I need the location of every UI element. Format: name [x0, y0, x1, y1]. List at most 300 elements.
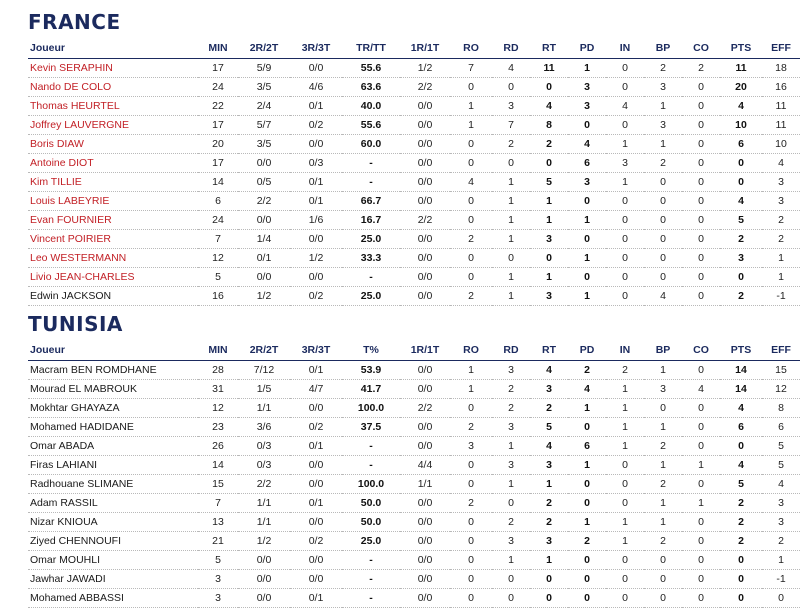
stat-cell-pd: 1: [568, 513, 606, 532]
player-name-label[interactable]: Kim TILLIE: [30, 176, 82, 188]
stat-cell-pts: 2: [720, 494, 762, 513]
stat-cell-rt: 3: [530, 380, 568, 399]
column-header: EFF: [762, 40, 800, 59]
column-header: 3R/3T: [290, 342, 342, 361]
stat-cell-tr: -: [342, 173, 400, 192]
stat-cell-pts: 2: [720, 513, 762, 532]
stat-cell-rd: 1: [492, 211, 530, 230]
stat-cell-eff: 6: [762, 418, 800, 437]
stat-cell-r2: 0/0: [238, 268, 290, 287]
stat-cell-in: 0: [606, 570, 644, 589]
table-row: [28, 456, 800, 475]
team-title: FRANCE: [28, 10, 121, 34]
stat-cell-pts: 0: [720, 551, 762, 570]
stat-cell-rt: 8: [530, 116, 568, 135]
stat-cell-rd: 3: [492, 361, 530, 380]
stat-cell-r3: 0/1: [290, 97, 342, 116]
column-header: Joueur: [28, 342, 198, 361]
stat-cell-tr: 33.3: [342, 249, 400, 268]
stat-cell-min: 12: [198, 399, 238, 418]
stat-cell-r3: 0/0: [290, 399, 342, 418]
stat-cell-pts: 4: [720, 192, 762, 211]
stat-cell-r2: 0/3: [238, 456, 290, 475]
table-row: [28, 475, 800, 494]
stat-cell-pts: 10: [720, 116, 762, 135]
stat-cell-rt: 1: [530, 268, 568, 287]
stat-cell-r2: 1/1: [238, 513, 290, 532]
stat-cell-in: 1: [606, 399, 644, 418]
stat-cell-r2: 2/4: [238, 97, 290, 116]
stat-cell-in: 1: [606, 380, 644, 399]
stat-cell-eff: 15: [762, 361, 800, 380]
stat-cell-bp: 4: [644, 287, 682, 306]
player-name: [28, 97, 198, 116]
stat-cell-min: 15: [198, 475, 238, 494]
stat-cell-co: 0: [682, 418, 720, 437]
player-name: [28, 59, 198, 78]
column-header: MIN: [198, 342, 238, 361]
stat-cell-bp: 0: [644, 570, 682, 589]
player-name-label: Nizar KNIOUA: [30, 516, 98, 528]
player-name: [28, 437, 198, 456]
stat-cell-pts: 0: [720, 268, 762, 287]
stat-cell-rt: 2: [530, 494, 568, 513]
stat-cell-pts: 0: [720, 570, 762, 589]
stat-cell-ro: 3: [450, 437, 492, 456]
stat-cell-ro: 2: [450, 230, 492, 249]
stat-cell-in: 0: [606, 116, 644, 135]
stat-cell-pd: 0: [568, 192, 606, 211]
table-row: [28, 361, 800, 380]
stat-cell-tr: 100.0: [342, 399, 400, 418]
stat-cell-rt: 1: [530, 192, 568, 211]
stat-cell-pts: 4: [720, 456, 762, 475]
player-name-label[interactable]: Boris DIAW: [30, 138, 84, 150]
stat-cell-pd: 1: [568, 399, 606, 418]
player-name-label[interactable]: Nando DE COLO: [30, 81, 112, 93]
table-row: [28, 399, 800, 418]
table-row: [28, 551, 800, 570]
stat-cell-min: 14: [198, 456, 238, 475]
stat-cell-co: 0: [682, 399, 720, 418]
stat-cell-rd: 0: [492, 78, 530, 97]
stat-cell-rt: 1: [530, 551, 568, 570]
stat-cell-in: 1: [606, 513, 644, 532]
column-header: BP: [644, 342, 682, 361]
column-header: Joueur: [28, 40, 198, 59]
column-header: 3R/3T: [290, 40, 342, 59]
stat-cell-tr: 55.6: [342, 116, 400, 135]
stat-cell-rt: 5: [530, 173, 568, 192]
player-name-label: Omar MOUHLI: [30, 554, 101, 566]
stat-cell-r3: 0/2: [290, 116, 342, 135]
stat-cell-min: 22: [198, 97, 238, 116]
stat-cell-pd: 1: [568, 249, 606, 268]
column-header: RO: [450, 342, 492, 361]
player-name: [28, 570, 198, 589]
stat-cell-min: 5: [198, 551, 238, 570]
stat-cell-in: 0: [606, 78, 644, 97]
player-name-label: Omar ABADA: [30, 440, 95, 452]
player-name-label[interactable]: Vincent POIRIER: [30, 233, 111, 245]
stat-cell-rd: 1: [492, 287, 530, 306]
stat-cell-r1: 0/0: [400, 361, 450, 380]
stat-cell-r2: 3/5: [238, 78, 290, 97]
stat-cell-bp: 3: [644, 380, 682, 399]
player-name-label: Mohamed HADIDANE: [30, 421, 134, 433]
table-row: [28, 513, 800, 532]
stat-cell-r3: 0/1: [290, 437, 342, 456]
stat-cell-bp: 0: [644, 249, 682, 268]
stat-cell-r2: 1/2: [238, 532, 290, 551]
stat-cell-min: 6: [198, 192, 238, 211]
stat-cell-rt: 0: [530, 589, 568, 608]
stat-cell-eff: 3: [762, 173, 800, 192]
column-header: 2R/2T: [238, 342, 290, 361]
stat-cell-in: 0: [606, 192, 644, 211]
column-header: RD: [492, 342, 530, 361]
stat-cell-co: 0: [682, 287, 720, 306]
column-header: PTS: [720, 40, 762, 59]
player-name: [28, 173, 198, 192]
stat-cell-r2: 7/12: [238, 361, 290, 380]
stat-cell-r1: 1/2: [400, 59, 450, 78]
stat-cell-min: 7: [198, 494, 238, 513]
column-header: EFF: [762, 342, 800, 361]
stat-cell-r3: 0/0: [290, 230, 342, 249]
stat-cell-pts: 14: [720, 361, 762, 380]
stat-cell-min: 28: [198, 361, 238, 380]
stat-cell-r3: 0/1: [290, 494, 342, 513]
stat-cell-bp: 0: [644, 268, 682, 287]
team-block: [14, 308, 791, 608]
player-name: [28, 494, 198, 513]
stat-cell-tr: 63.6: [342, 78, 400, 97]
stat-cell-bp: 0: [644, 211, 682, 230]
stat-cell-pts: 3: [720, 249, 762, 268]
stat-cell-r2: 1/5: [238, 380, 290, 399]
table-row: [28, 570, 800, 589]
table-row: [28, 154, 800, 173]
stat-cell-rt: 2: [530, 399, 568, 418]
table-row: [28, 437, 800, 456]
stat-cell-eff: 4: [762, 154, 800, 173]
stat-cell-co: 0: [682, 475, 720, 494]
player-name-label[interactable]: Thomas HEURTEL: [30, 100, 120, 112]
column-header: PD: [568, 342, 606, 361]
stat-cell-rd: 1: [492, 437, 530, 456]
stat-cell-co: 0: [682, 173, 720, 192]
player-name: [28, 249, 198, 268]
player-name-label: Mohamed ABBASSI: [30, 592, 124, 604]
stat-cell-r2: 3/6: [238, 418, 290, 437]
stat-cell-r3: 0/0: [290, 268, 342, 287]
stat-cell-r3: 0/1: [290, 192, 342, 211]
stat-cell-bp: 2: [644, 475, 682, 494]
column-header: CO: [682, 40, 720, 59]
stat-cell-co: 0: [682, 97, 720, 116]
player-name: [28, 154, 198, 173]
stat-cell-ro: 0: [450, 268, 492, 287]
stat-cell-r2: 5/7: [238, 116, 290, 135]
stat-cell-co: 2: [682, 59, 720, 78]
stat-cell-min: 3: [198, 589, 238, 608]
stat-cell-pd: 1: [568, 211, 606, 230]
stat-cell-rt: 2: [530, 513, 568, 532]
player-name-label[interactable]: Kevin SERAPHIN: [30, 62, 113, 74]
stat-cell-min: 20: [198, 135, 238, 154]
stat-cell-co: 0: [682, 268, 720, 287]
stat-cell-min: 23: [198, 418, 238, 437]
stat-cell-pts: 5: [720, 211, 762, 230]
stat-cell-pd: 2: [568, 361, 606, 380]
stat-cell-min: 7: [198, 230, 238, 249]
stat-cell-bp: 1: [644, 494, 682, 513]
stat-cell-pd: 1: [568, 456, 606, 475]
stat-cell-ro: 7: [450, 59, 492, 78]
player-name: [28, 399, 198, 418]
player-name: [28, 230, 198, 249]
stat-cell-r1: 0/0: [400, 173, 450, 192]
stat-cell-r2: 0/0: [238, 211, 290, 230]
stat-cell-ro: 0: [450, 513, 492, 532]
stat-cell-pts: 2: [720, 287, 762, 306]
stat-cell-min: 21: [198, 532, 238, 551]
stat-cell-rd: 1: [492, 230, 530, 249]
player-name-label[interactable]: Leo WESTERMANN: [30, 252, 127, 264]
stat-cell-co: 0: [682, 78, 720, 97]
stat-cell-rt: 0: [530, 249, 568, 268]
team-block: [14, 6, 791, 306]
stat-cell-pd: 0: [568, 494, 606, 513]
stat-cell-r1: 0/0: [400, 589, 450, 608]
stat-cell-rt: 1: [530, 475, 568, 494]
stat-cell-r1: 0/0: [400, 532, 450, 551]
stat-cell-eff: 1: [762, 551, 800, 570]
stat-cell-r1: 0/0: [400, 97, 450, 116]
player-name-label: Ziyed CHENNOUFI: [30, 535, 122, 547]
stat-cell-r1: 0/0: [400, 116, 450, 135]
stat-cell-ro: 1: [450, 97, 492, 116]
stat-cell-pts: 6: [720, 135, 762, 154]
stat-cell-co: 4: [682, 380, 720, 399]
player-name: [28, 192, 198, 211]
stat-cell-r3: 1/6: [290, 211, 342, 230]
stat-cell-eff: 8: [762, 399, 800, 418]
column-header: TR/TT: [342, 40, 400, 59]
stat-cell-in: 1: [606, 173, 644, 192]
stat-cell-pd: 3: [568, 173, 606, 192]
stat-cell-min: 14: [198, 173, 238, 192]
table-row: [28, 78, 800, 97]
stat-cell-r1: 0/0: [400, 268, 450, 287]
teams-container: [14, 6, 791, 608]
stat-cell-bp: 2: [644, 59, 682, 78]
stat-cell-eff: 1: [762, 249, 800, 268]
stat-cell-rd: 4: [492, 59, 530, 78]
table-row: [28, 230, 800, 249]
stat-cell-in: 0: [606, 249, 644, 268]
player-name-label: Mourad EL MABROUK: [30, 383, 137, 395]
stat-cell-r1: 0/0: [400, 418, 450, 437]
stat-cell-r1: 2/2: [400, 399, 450, 418]
stat-cell-tr: -: [342, 589, 400, 608]
stat-cell-co: 0: [682, 116, 720, 135]
stat-cell-co: 0: [682, 589, 720, 608]
stat-cell-r1: 0/0: [400, 437, 450, 456]
stat-cell-in: 0: [606, 230, 644, 249]
player-name: [28, 475, 198, 494]
stat-cell-eff: 12: [762, 380, 800, 399]
stat-cell-r2: 2/2: [238, 475, 290, 494]
stat-cell-co: 0: [682, 570, 720, 589]
table-row: [28, 116, 800, 135]
player-name: [28, 116, 198, 135]
stat-cell-bp: 0: [644, 399, 682, 418]
stat-cell-ro: 0: [450, 78, 492, 97]
stat-cell-r1: 4/4: [400, 456, 450, 475]
column-header: RO: [450, 40, 492, 59]
stat-cell-r1: 0/0: [400, 513, 450, 532]
stat-cell-ro: 4: [450, 173, 492, 192]
player-name-label: Radhouane SLIMANE: [30, 478, 134, 490]
stat-cell-ro: 0: [450, 570, 492, 589]
stat-cell-pd: 0: [568, 268, 606, 287]
stat-cell-ro: 0: [450, 211, 492, 230]
player-name: [28, 418, 198, 437]
stat-cell-ro: 0: [450, 589, 492, 608]
stat-cell-min: 3: [198, 570, 238, 589]
stat-cell-rd: 0: [492, 494, 530, 513]
stat-cell-pts: 0: [720, 173, 762, 192]
stat-cell-r3: 0/0: [290, 570, 342, 589]
stat-cell-rd: 0: [492, 154, 530, 173]
stat-cell-ro: 0: [450, 551, 492, 570]
stat-cell-eff: -1: [762, 570, 800, 589]
stat-cell-ro: 1: [450, 361, 492, 380]
stat-cell-rt: 3: [530, 532, 568, 551]
stat-cell-r3: 0/1: [290, 361, 342, 380]
table-row: [28, 287, 800, 306]
stat-cell-tr: -: [342, 570, 400, 589]
stat-cell-tr: 37.5: [342, 418, 400, 437]
column-header: BP: [644, 40, 682, 59]
player-name-label[interactable]: Antoine DIOT: [30, 157, 94, 169]
stat-cell-eff: 2: [762, 230, 800, 249]
stat-cell-co: 0: [682, 211, 720, 230]
player-name-label[interactable]: Livio JEAN-CHARLES: [30, 271, 135, 283]
stat-cell-pts: 5: [720, 475, 762, 494]
stat-cell-tr: 60.0: [342, 135, 400, 154]
stat-cell-min: 13: [198, 513, 238, 532]
stat-cell-r2: 0/0: [238, 551, 290, 570]
player-name-label[interactable]: Joffrey LAUVERGNE: [30, 119, 130, 131]
stat-cell-r3: 0/2: [290, 418, 342, 437]
stat-cell-ro: 0: [450, 475, 492, 494]
stat-cell-bp: 1: [644, 97, 682, 116]
stat-cell-pts: 20: [720, 78, 762, 97]
player-name: [28, 361, 198, 380]
stat-cell-eff: 3: [762, 192, 800, 211]
stat-cell-r1: 0/0: [400, 551, 450, 570]
column-header: PD: [568, 40, 606, 59]
stat-cell-r3: 0/0: [290, 456, 342, 475]
stat-cell-in: 3: [606, 154, 644, 173]
column-header: 1R/1T: [400, 342, 450, 361]
stat-cell-in: 0: [606, 475, 644, 494]
stat-cell-tr: 16.7: [342, 211, 400, 230]
stat-cell-bp: 0: [644, 192, 682, 211]
stat-cell-pd: 0: [568, 475, 606, 494]
stat-cell-ro: 0: [450, 456, 492, 475]
stat-cell-rt: 4: [530, 97, 568, 116]
stat-cell-tr: -: [342, 551, 400, 570]
stat-cell-ro: 0: [450, 399, 492, 418]
column-header: T%: [342, 342, 400, 361]
player-name-label[interactable]: Louis LABEYRIE: [30, 195, 110, 207]
stat-cell-in: 0: [606, 59, 644, 78]
stat-cell-min: 26: [198, 437, 238, 456]
stat-cell-in: 0: [606, 494, 644, 513]
player-name: [28, 268, 198, 287]
stat-cell-ro: 1: [450, 116, 492, 135]
stat-cell-ro: 0: [450, 135, 492, 154]
stat-cell-min: 16: [198, 287, 238, 306]
player-name: [28, 78, 198, 97]
stat-cell-r1: 2/2: [400, 211, 450, 230]
stat-cell-ro: 0: [450, 192, 492, 211]
player-name: [28, 456, 198, 475]
stat-cell-r2: 1/4: [238, 230, 290, 249]
stat-cell-rd: 0: [492, 570, 530, 589]
player-name-label[interactable]: Evan FOURNIER: [30, 214, 112, 226]
stat-cell-eff: 2: [762, 211, 800, 230]
table-row: [28, 135, 800, 154]
stat-cell-r1: 0/0: [400, 570, 450, 589]
stat-cell-min: 31: [198, 380, 238, 399]
stat-cell-ro: 2: [450, 418, 492, 437]
stat-cell-rt: 4: [530, 437, 568, 456]
stat-cell-bp: 1: [644, 513, 682, 532]
stat-cell-r2: 0/5: [238, 173, 290, 192]
stat-cell-pts: 0: [720, 589, 762, 608]
stat-cell-min: 17: [198, 116, 238, 135]
stat-cell-pts: 4: [720, 399, 762, 418]
stat-cell-bp: 0: [644, 589, 682, 608]
stat-cell-in: 1: [606, 532, 644, 551]
stat-cell-eff: -1: [762, 287, 800, 306]
stat-cell-tr: -: [342, 154, 400, 173]
stat-cell-rt: 3: [530, 456, 568, 475]
stat-cell-r2: 3/5: [238, 135, 290, 154]
table-row: [28, 268, 800, 287]
stat-cell-tr: 66.7: [342, 192, 400, 211]
stat-cell-r3: 4/7: [290, 380, 342, 399]
column-header: IN: [606, 40, 644, 59]
stat-cell-rt: 0: [530, 78, 568, 97]
stat-cell-co: 1: [682, 494, 720, 513]
stat-cell-eff: 5: [762, 456, 800, 475]
stat-cell-tr: 25.0: [342, 287, 400, 306]
stat-cell-bp: 0: [644, 173, 682, 192]
stat-cell-rt: 1: [530, 211, 568, 230]
stat-cell-rd: 1: [492, 551, 530, 570]
stat-cell-r2: 0/0: [238, 570, 290, 589]
stat-cell-in: 4: [606, 97, 644, 116]
stat-cell-pd: 4: [568, 380, 606, 399]
player-name: [28, 135, 198, 154]
table-row: [28, 532, 800, 551]
